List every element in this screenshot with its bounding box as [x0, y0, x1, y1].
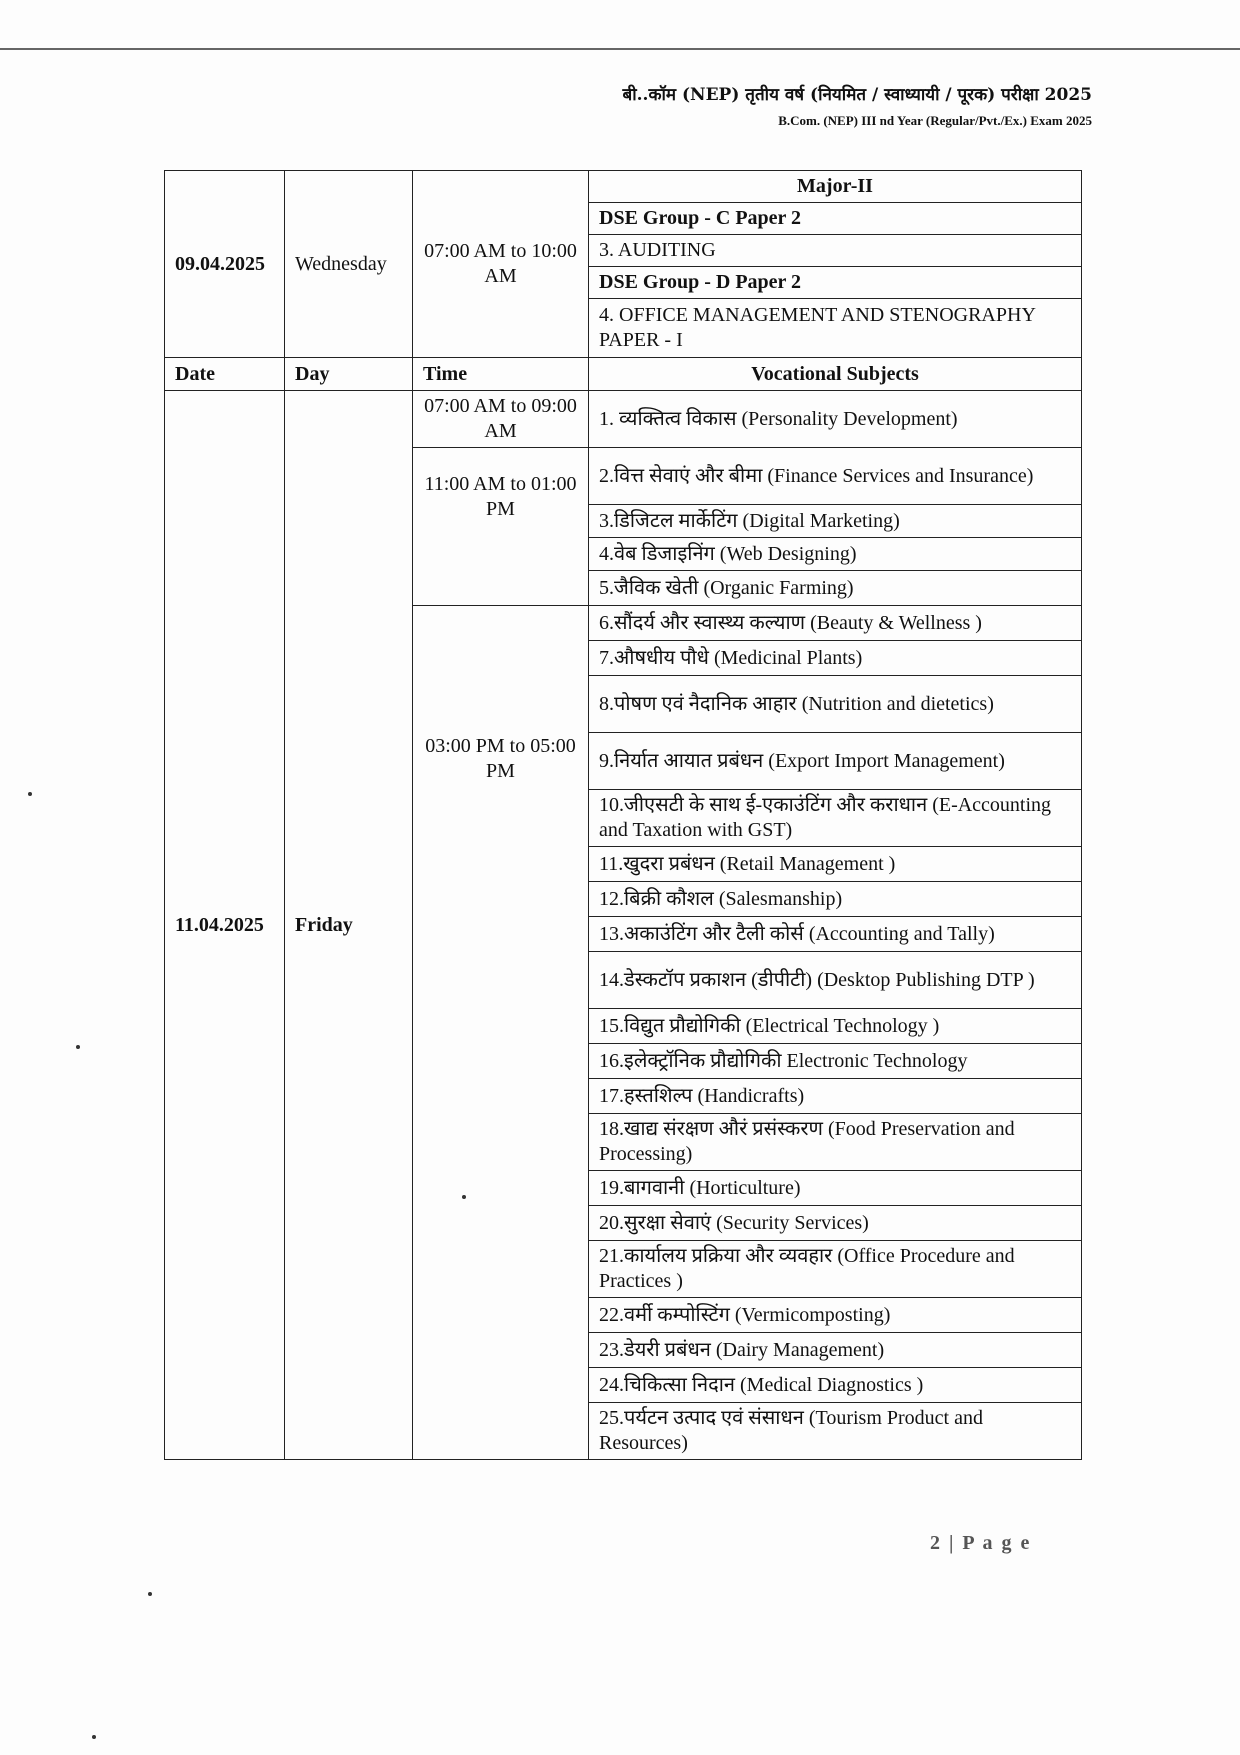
subject-row: 8.पोषण एवं नैदानिक आहार (Nutrition and dietetics) — [589, 676, 1082, 733]
subject-row: 14.डेस्कटॉप प्रकाशन (डीपीटी) (Desktop Publishing DTP ) — [589, 952, 1082, 1009]
subject-row: 25.पर्यटन उत्पाद एवं संसाधन (Tourism Product and Resources) — [589, 1403, 1082, 1460]
subject-row: 16.इलेक्ट्रॉनिक प्रौद्योगिकी Electronic Technology — [589, 1044, 1082, 1079]
subject-row: 12.बिक्री कौशल (Salesmanship) — [589, 882, 1082, 917]
subject-row: 22.वर्मी कम्पोस्टिंग (Vermicomposting) — [589, 1298, 1082, 1333]
major-row: DSE Group - C Paper 2 — [589, 203, 1082, 235]
subject-row: 2.वित्त सेवाएं और बीमा (Finance Services and Insurance) — [589, 448, 1082, 505]
subject-row: 23.डेयरी प्रबंधन (Dairy Management) — [589, 1333, 1082, 1368]
subject-row: 15.विद्युत प्रौद्योगिकी (Electrical Technology ) — [589, 1009, 1082, 1044]
major-row: DSE Group - D Paper 2 — [589, 267, 1082, 299]
subject-row: 19.बागवानी (Horticulture) — [589, 1171, 1082, 1206]
subject-row: 17.हस्तशिल्प (Handicrafts) — [589, 1079, 1082, 1114]
scan-speck — [76, 1045, 80, 1049]
time-cell: 11:00 AM to 01:00 PM — [413, 448, 589, 606]
major-row: 3. AUDITING — [589, 235, 1082, 267]
subject-row: 3.डिजिटल मार्केटिंग (Digital Marketing) — [589, 505, 1082, 538]
page-edge-line — [0, 48, 1240, 50]
subject-row: 4.वेब डिजाइनिंग (Web Designing) — [589, 538, 1082, 571]
day-cell: Wednesday — [285, 171, 413, 358]
subject-row: 18.खाद्य संरक्षण औरं प्रसंस्करण (Food Preservation and Processing) — [589, 1114, 1082, 1171]
time-cell: 07:00 AM to 09:00 AM — [413, 391, 589, 448]
scan-speck — [28, 792, 32, 796]
column-header-subjects: Vocational Subjects — [589, 358, 1082, 391]
subject-row: 24.चिकित्सा निदान (Medical Diagnostics ) — [589, 1368, 1082, 1403]
subject-row: 13.अकाउंटिंग और टैली कोर्स (Accounting and Tally) — [589, 917, 1082, 952]
scan-speck — [92, 1735, 96, 1739]
subject-row: 21.कार्यालय प्रक्रिया और व्यवहार (Office Procedure and Practices ) — [589, 1241, 1082, 1298]
major-heading: Major-II — [589, 171, 1082, 203]
column-header-time: Time — [413, 358, 589, 391]
subject-row: 6.सौंदर्य और स्वास्थ्य कल्याण (Beauty & Wellness ) — [589, 606, 1082, 641]
subject-row: 10.जीएसटी के साथ ई-एकाउंटिंग और कराधान (E-Accounting and Taxation with GST) — [589, 790, 1082, 847]
major-row: 4. OFFICE MANAGEMENT AND STENOGRAPHY PAPER - I — [589, 299, 1082, 358]
subject-row: 11.खुदरा प्रबंधन (Retail Management ) — [589, 847, 1082, 882]
time-cell: 07:00 AM to 10:00 AM — [413, 171, 589, 358]
day-cell: Friday — [285, 391, 413, 1460]
time-cell: 03:00 PM to 05:00 PM — [413, 606, 589, 1460]
column-header-date: Date — [165, 358, 285, 391]
column-header-day: Day — [285, 358, 413, 391]
scan-speck — [148, 1592, 152, 1596]
subject-row: 7.औषधीय पौधे (Medicinal Plants) — [589, 641, 1082, 676]
header-hindi: बी..कॉम (NEP) तृतीय वर्ष (नियमित / स्वाध्यायी / पूरक) परीक्षा 2025 — [622, 85, 1092, 105]
page-number: 2 | P a g e — [930, 1532, 1032, 1554]
subject-row: 1. व्यक्तित्व विकास (Personality Development) — [589, 391, 1082, 448]
subject-row: 9.निर्यात आयात प्रबंधन (Export Import Management) — [589, 733, 1082, 790]
date-cell: 09.04.2025 — [165, 171, 285, 358]
document-header — [623, 82, 1092, 129]
subject-row: 5.जैविक खेती (Organic Farming) — [589, 571, 1082, 606]
scan-speck — [462, 1195, 466, 1199]
date-cell: 11.04.2025 — [165, 391, 285, 1460]
subject-row: 20.सुरक्षा सेवाएं (Security Services) — [589, 1206, 1082, 1241]
header-english: B.Com. (NEP) III nd Year (Regular/Pvt./Ex.) Exam 2025 — [778, 113, 1092, 128]
timetable — [164, 170, 1082, 1460]
